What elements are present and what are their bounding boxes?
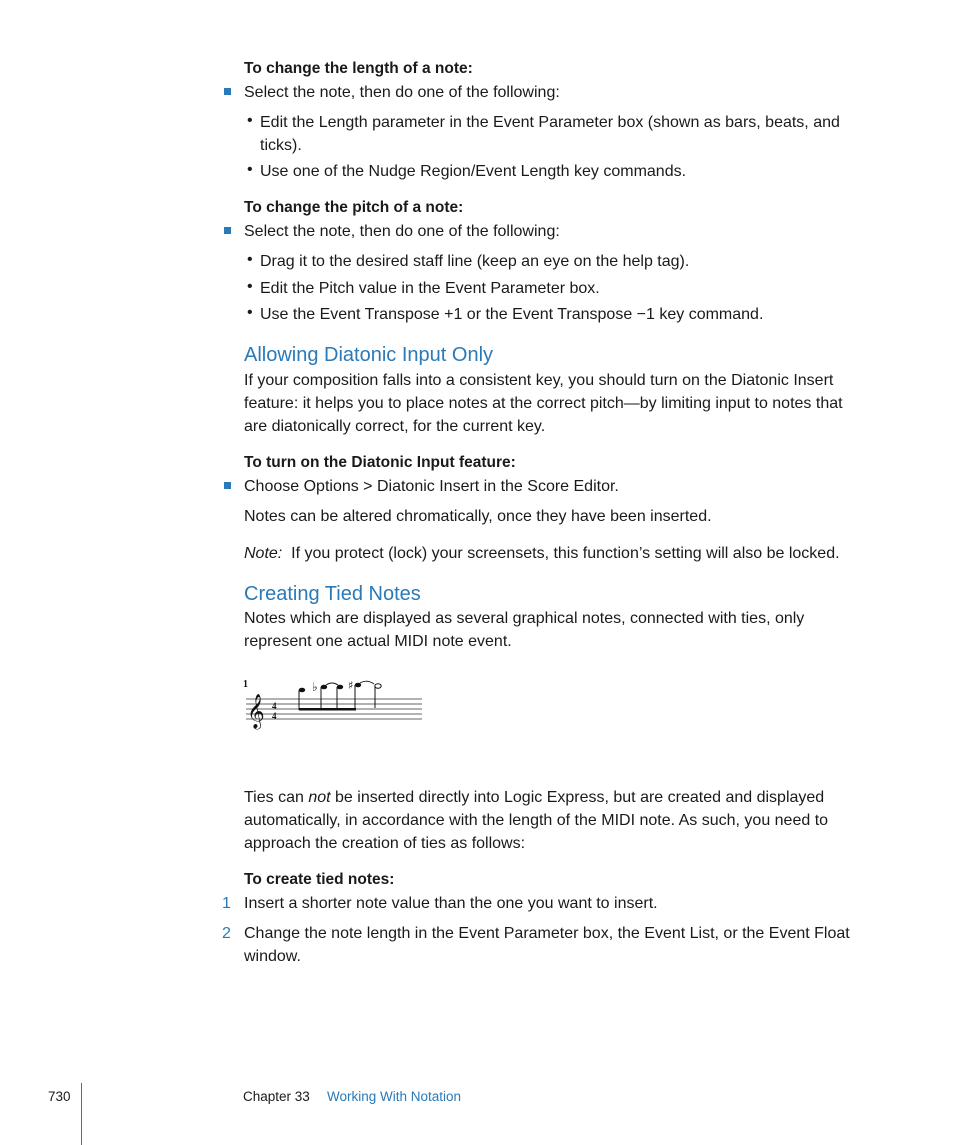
bar-number: 1 — [243, 679, 248, 690]
task-heading-diatonic: To turn on the Diatonic Input feature: — [244, 454, 516, 471]
note-paragraph — [244, 542, 840, 565]
step-number: 1 — [222, 895, 231, 912]
page-number: 730 — [48, 1089, 71, 1104]
section-title-diatonic: Allowing Diatonic Input Only — [244, 344, 494, 366]
ties-text-emphasis: not — [308, 789, 331, 806]
task-heading-tied: To create tied notes: — [244, 871, 395, 888]
paragraph-line: Notes which are displayed as several graphical notes, connected with ties, only — [244, 610, 805, 627]
sharp-icon: ♯ — [348, 679, 354, 692]
bullet-dot-icon: • — [247, 304, 253, 321]
time-signature-bottom: 4 — [272, 711, 277, 721]
task-heading-change-pitch: To change the pitch of a note: — [244, 199, 464, 216]
step-text: Select the note, then do one of the following: — [244, 223, 560, 240]
half-note-head — [375, 684, 381, 689]
ties-text: be inserted directly into Logic Express, but are created and displayed — [330, 789, 825, 806]
bullet-text: Use the Event Transpose +1 or the Event Transpose −1 key command. — [260, 306, 764, 323]
footer-chapter-title: Working With Notation — [327, 1089, 462, 1104]
step-number: 2 — [222, 925, 231, 942]
bullet-text-continued: ticks). — [260, 137, 302, 154]
note-label: Note: — [244, 545, 283, 562]
bullet-square-icon — [224, 482, 231, 489]
time-signature-top: 4 — [272, 701, 277, 711]
score-illustration — [240, 674, 426, 734]
bullet-square-icon — [224, 227, 231, 234]
task-heading-change-length: To change the length of a note: — [244, 60, 473, 77]
ties-paragraph-line — [244, 786, 824, 809]
paragraph-line: feature: it helps you to place notes at the correct pitch—by limiting input to notes that — [244, 395, 843, 412]
treble-clef-icon: 𝄞 — [247, 694, 265, 729]
step-text: Change the note length in the Event Parameter box, the Event List, or the Event Float — [244, 925, 850, 942]
step-text: Insert a shorter note value than the one you want to insert. — [244, 895, 658, 912]
section-title-tied: Creating Tied Notes — [244, 583, 421, 605]
bullet-text: Edit the Length parameter in the Event Parameter box (shown as bars, beats, and — [260, 114, 840, 131]
bullet-dot-icon: • — [247, 112, 253, 129]
paragraph-line: If your composition falls into a consistent key, you should turn on the Diatonic Insert — [244, 372, 834, 389]
bullet-text: Edit the Pitch value in the Event Parameter box. — [260, 280, 600, 297]
bullet-text: Use one of the Nudge Region/Event Length key commands. — [260, 163, 687, 180]
ties-paragraph-line: approach the creation of ties as follows: — [244, 835, 526, 852]
note-text: If you protect (lock) your screensets, this function’s setting will also be locked. — [291, 545, 840, 562]
step-text-continued: window. — [244, 948, 301, 965]
ties-text: Ties can — [244, 789, 309, 806]
bullet-square-icon — [224, 88, 231, 95]
footer-chapter: Chapter 33 — [243, 1089, 310, 1104]
paragraph-line: represent one actual MIDI note event. — [244, 633, 512, 650]
footer-divider — [81, 1083, 82, 1145]
bullet-text: Drag it to the desired staff line (keep an eye on the help tag). — [260, 253, 690, 270]
step-text: Choose Options > Diatonic Insert in the Score Editor. — [244, 478, 619, 495]
paragraph-line: are diatonically correct, for the current key. — [244, 418, 546, 435]
note-beam — [299, 708, 356, 711]
flat-icon: ♭ — [312, 680, 318, 694]
paragraph-line: Notes can be altered chromatically, once they have been inserted. — [244, 508, 712, 525]
step-text: Select the note, then do one of the following: — [244, 84, 560, 101]
bullet-dot-icon: • — [247, 161, 253, 178]
note-stems — [299, 685, 355, 710]
ties-paragraph-line: automatically, in accordance with the length of the MIDI note. As such, you need to — [244, 812, 829, 829]
bullet-dot-icon: • — [247, 251, 253, 268]
bullet-dot-icon: • — [247, 278, 253, 295]
